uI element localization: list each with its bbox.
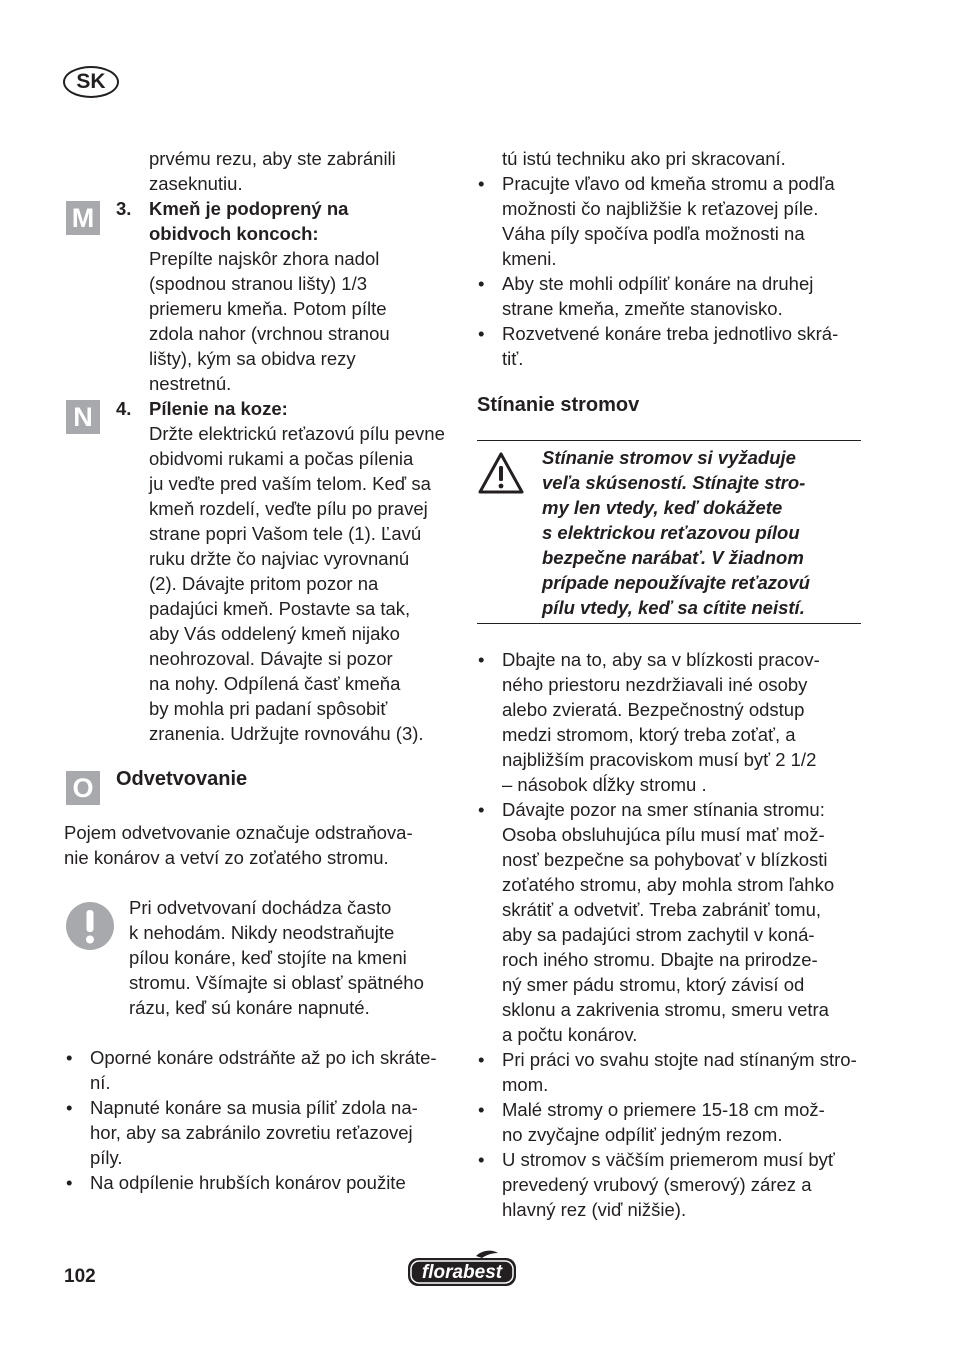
list-item: • Dbajte na to, aby sa v blízkosti pracov- ného priestoru nezdržiavali iné osoby alebo zvieratá. Bezpečnostný odstup medzi stromom, ktorý treba zoťať, a najbližším pracoviskom musí byť 2 1/2 – násobok dĺžky stromu . (476, 647, 886, 797)
list-item: • Oporné konáre odstráňte až po ich skráte- ní. (64, 1045, 454, 1095)
section-heading-stinanie: Stínanie stromov (477, 394, 640, 416)
step-4-number: 4. (116, 398, 132, 419)
language-badge: SK (63, 66, 119, 98)
left-continuation (149, 146, 396, 196)
list-item: • U stromov s väčším priemerom musí byť prevedený vrubový (smerový) zárez a hlavný rez (viď nižšie). (476, 1147, 886, 1222)
section-intro: Pojem odvetvovanie označuje odstraňova- nie konárov a vetví zo zoťatého stromu. (64, 822, 413, 868)
list-item: • Pracujte vľavo od kmeňa stromu a podľa možnosti čo najbližšie k reťazovej píle. Váha píly spočíva podľa možnosti na kmeni. (476, 171, 876, 271)
list-item: • Pri práci vo svahu stojte nad stínaným stro- mom. (476, 1047, 886, 1097)
text-line: zaseknutiu. (149, 173, 243, 194)
list-item: • Na odpílenie hrubších konárov použite (64, 1170, 454, 1195)
felling-warning: Stínanie stromov si vyžaduje veľa skúseností. Stínajte stro- my len vtedy, keď dokážete s elektrickou reťazovou pílou bezpečne narábať. V žiadnom prípade nepoužívajte reťazovú pílu vtedy, keď sa cítite neistí. (542, 447, 810, 618)
section-heading-odvetvovanie: Odvetvovanie (116, 768, 248, 790)
list-item: • Rozvetvené konáre treba jednotlivo skrá- tiť. (476, 321, 876, 371)
step-4-body: Držte elektrickú reťazovú pílu pevne obidvomi rukami a počas pílenia ju veďte pred vaším telom. Keď sa kmeň rozdelí, veďte pílu po pravej strane popri Vašom tele (1). Ľavú ruku držte čo najviac vyrovnanú (2). Dávajte pritom pozor na padajúci kmeň. Postavte sa tak, aby Vás oddelený kmeň nijako neohrozoval. Dávajte si pozor na nohy. Odpílená časť kmeňa by mohla pri padaní spôsobiť zranenia. Udržujte rovnováhu (3). (149, 423, 445, 744)
section-marker-m: M (66, 201, 100, 235)
list-item: • Aby ste mohli odpíliť konáre na druhej strane kmeňa, zmeňte stanovisko. (476, 271, 876, 321)
page-number: 102 (64, 1266, 96, 1287)
step-3 (149, 196, 390, 396)
right-top-bullet-list (476, 171, 876, 371)
florabest-logo (406, 1250, 518, 1288)
warning-triangle-icon (477, 451, 525, 500)
left-bullet-list (64, 1045, 454, 1195)
svg-text:florabest: florabest (421, 1262, 503, 1283)
list-item: • Malé stromy o priemere 15-18 cm mož- no zvyčajne odpíliť jedným rezom. (476, 1097, 886, 1147)
step-3-number: 3. (116, 198, 132, 219)
right-continuation: tú istú techniku ako pri skracovaní. (502, 148, 786, 169)
step-3-title: Kmeň je podoprený na obidvoch koncoch: (149, 198, 349, 244)
step-4-title: Pílenie na koze: (149, 398, 288, 419)
divider-bottom (477, 623, 861, 624)
divider-top (477, 440, 861, 441)
section-marker-n: N (66, 400, 100, 434)
section-marker-o: O (66, 771, 100, 805)
exclamation-warning-icon (65, 901, 115, 956)
list-item: • Napnuté konáre sa musia píliť zdola na- hor, aby sa zabránilo zovretiu reťazovej píly. (64, 1095, 454, 1170)
step-4 (149, 396, 445, 746)
list-item: • Dávajte pozor na smer stínania stromu: Osoba obsluhujúca pílu musí mať mož- nosť bezpečne sa pohybovať v blízkosti zoťatého stromu, aby mohla strom ľahko skrátiť a odvetviť. Treba zabrániť tomu, aby sa padajúci strom zachytil v koná- roch iného stromu. Dbajte na prirodze- ný smer pádu stromu, ktorý závisí od sklonu a zakrivenia stromu, smeru vetra a počtu konárov. (476, 797, 886, 1047)
text-line: prvému rezu, aby ste zabránili (149, 148, 396, 169)
step-3-body: Prepílte najskôr zhora nadol (spodnou stranou lišty) 1/3 priemeru kmeňa. Potom pílte zdola nahor (vrchnou stranou lišty), kým sa obidva rezy nestretnú. (149, 248, 390, 394)
warning-note: Pri odvetvovaní dochádza často k nehodám. Nikdy neodstraňujte pílou konáre, keď stojíte na kmeni stromu. Všímajte si oblasť spätného rázu, keď sú konáre napnuté. (129, 897, 424, 1018)
right-bullet-list (476, 647, 886, 1222)
